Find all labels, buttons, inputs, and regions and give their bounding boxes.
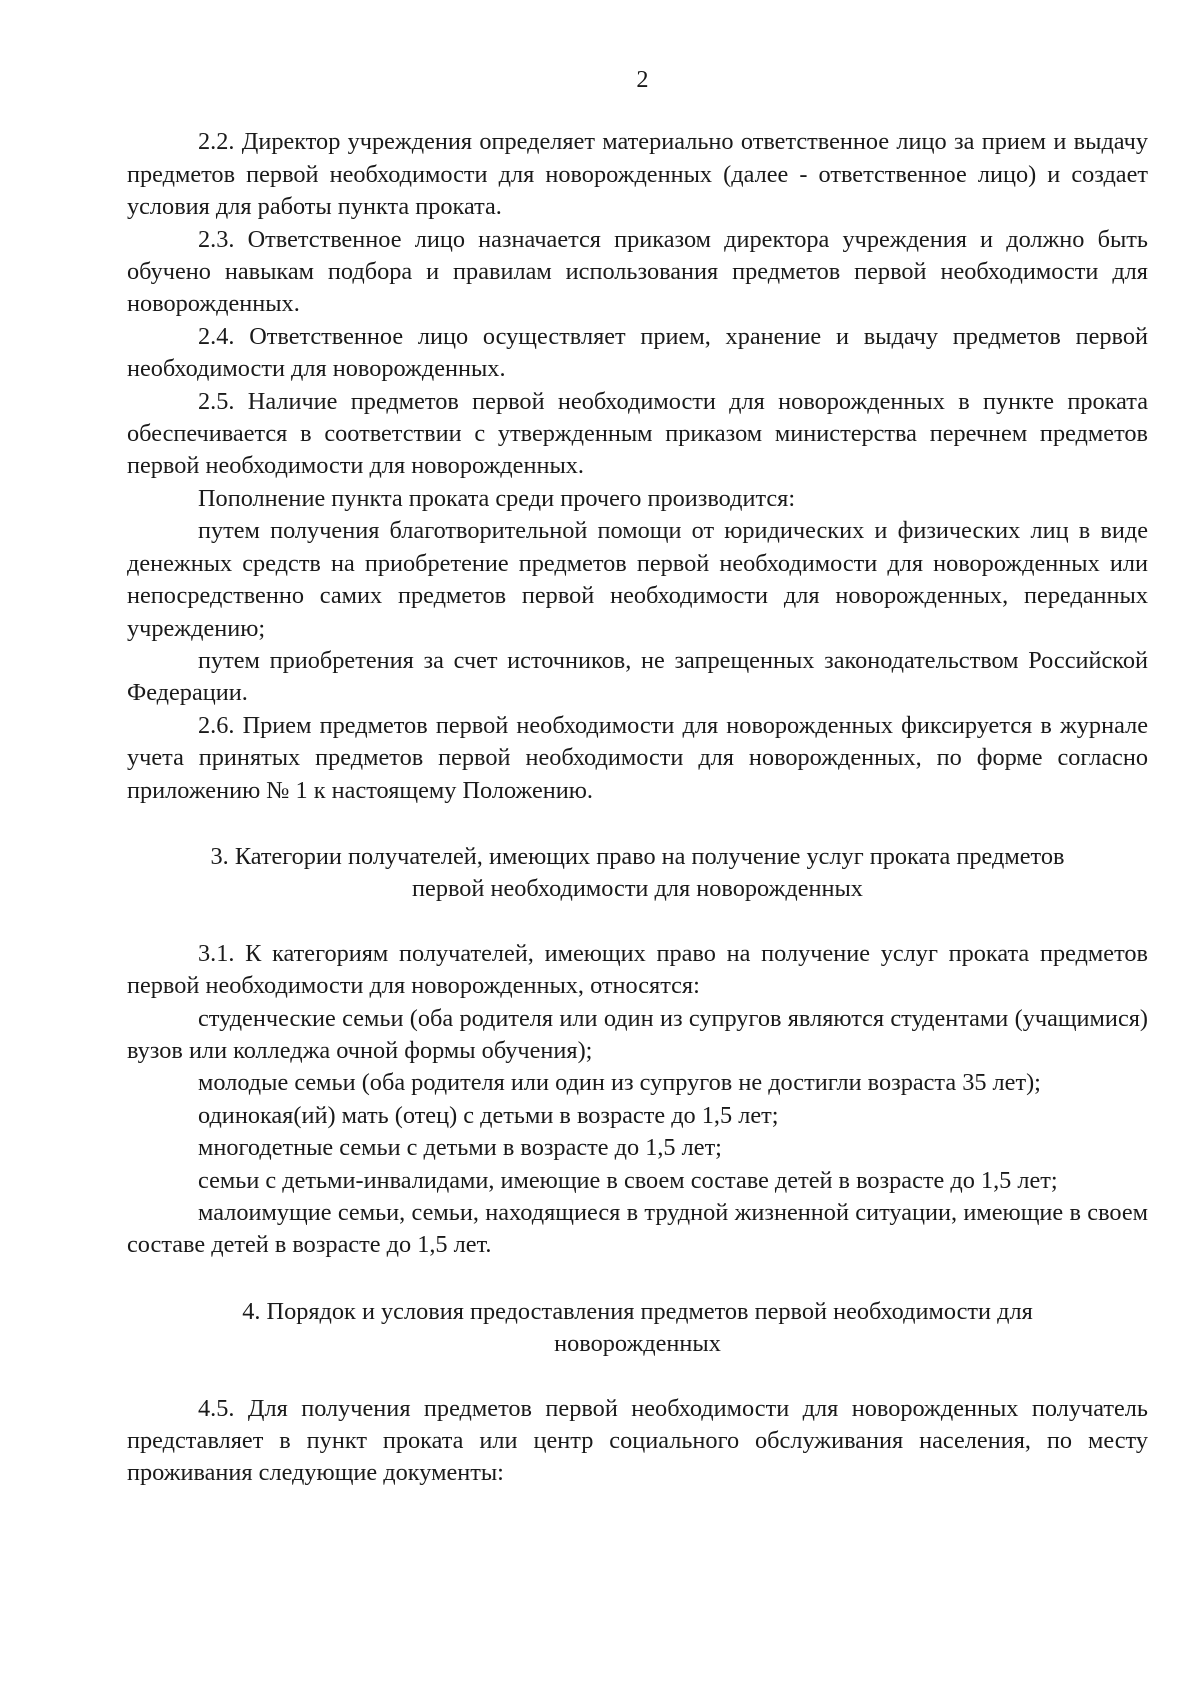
paragraph-student-families: студенческие семьи (оба родителя или один из супругов являются студентами (учащимися) вузов или колледжа очной формы обучения); (127, 1004, 1148, 1064)
paragraph-large-families: многодетные семьи с детьми в возрасте до 1,5 лет; (198, 1134, 722, 1162)
paragraph-2-3: 2.3. Ответственное лицо назначается приказом директора учреждения и должно быть обучено навыкам подбора и правилам использования предметов первой необходимости для новорожденных. (127, 225, 1148, 318)
paragraph-young-families: молодые семьи (оба родителя или один из супругов не достигли возраста 35 лет); (198, 1069, 1041, 1097)
paragraph-purchase: путем приобретения за счет источников, не запрещенных законодательством Российской Федерации. (127, 646, 1148, 707)
page-number: 2 (636, 66, 649, 93)
section-4-heading-line1: 4. Порядок и условия предоставления предметов первой необходимости для (242, 1297, 1033, 1325)
section-3-heading (127, 841, 1148, 906)
paragraph-replenishment-intro: Пополнение пункта проката среди прочего производится: (198, 484, 796, 512)
paragraph-2-4: 2.4. Ответственное лицо осуществляет прием, хранение и выдачу предметов первой необходимости для новорожденных. (127, 322, 1148, 383)
paragraph-low-income: малоимущие семьи, семьи, находящиеся в трудной жизненной ситуации, имеющие в своем составе детей в возрасте до 1,5 лет. (127, 1199, 1148, 1259)
paragraph-single-parent: одинокая(ий) мать (отец) с детьми в возрасте до 1,5 лет; (198, 1101, 779, 1129)
section-3-heading-line2: первой необходимости для новорожденных (412, 875, 863, 903)
paragraph-disabled-children: семьи с детьми-инвалидами, имеющие в своем составе детей в возрасте до 1,5 лет; (198, 1166, 1058, 1194)
section-4-heading-line2: новорожденных (554, 1330, 721, 1358)
paragraph-3-1: 3.1. К категориям получателей, имеющих право на получение услуг проката предметов первой необходимости для новорожденных, относятся: (127, 939, 1148, 1000)
section-3-heading-line1: 3. Категории получателей, имеющих право на получение услуг проката предметов (210, 842, 1065, 870)
paragraph-2-5: 2.5. Наличие предметов первой необходимости для новорожденных в пункте проката обеспечивается в соответствии с утвержденным приказом министерства перечнем предметов первой необходимости для новорожденных. (127, 387, 1148, 480)
section-4-heading (127, 1296, 1148, 1361)
paragraph-2-2: 2.2. Директор учреждения определяет материально ответственное лицо за прием и выдачу предметов первой необходимости для новорожденных (далее - ответственное лицо) и создает условия для работы пункта проката. (127, 128, 1148, 221)
paragraph-charity: путем получения благотворительной помощи от юридических и физических лиц в виде денежных средств на приобретение предметов первой необходимости для новорожденных или непосредственно самих предметов первой необходимости для новорожденных, переданных учреждению; (127, 517, 1148, 642)
paragraph-4-5: 4.5. Для получения предметов первой необходимости для новорожденных получатель представляет в пункт проката или центр социального обслуживания населения, по месту проживания следующие документы: (127, 1394, 1148, 1487)
paragraph-2-6: 2.6. Прием предметов первой необходимости для новорожденных фиксируется в журнале учета принятых предметов первой необходимости для новорожденных, по форме согласно приложению № 1 к настоящему Положению. (127, 711, 1148, 804)
